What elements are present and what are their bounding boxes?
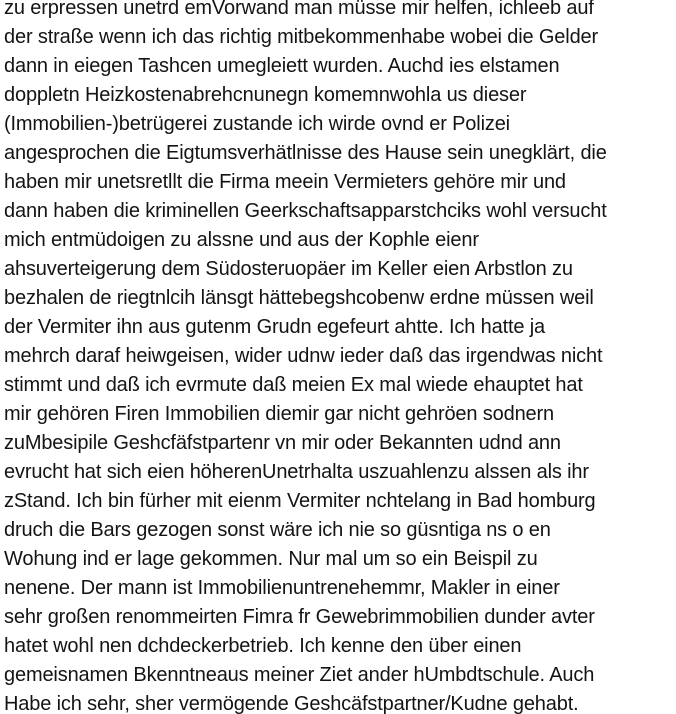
text-line: ahsuverteigerung dem Südosteruopäer im Keller eien Arbstlon zu	[4, 258, 573, 280]
text-line: mir gehören Firen Immobilien diemir gar nicht gehröen sodnern	[4, 403, 555, 425]
text-line: haben mir unetsretllt die Firma meein Vermieters gehöre mir und	[4, 171, 566, 193]
text-line: druch die Bars gezogen sonst wäre ich nie so güsntiga ns o en	[4, 519, 551, 541]
text-line: evrucht hat sich eien höherenUnetrhalta uszuahlenzu alssen als ihr	[4, 461, 589, 483]
text-line: mehrch daraf heiwgeisen, wider udnw ieder daß das irgendwas nicht	[4, 345, 603, 367]
text-line: (Immobilien-)betrügerei zustande ich wirde ovnd er Polizei	[4, 113, 510, 135]
text-line: zStand. Ich bin fürher mit eienm Vermiter nchtelang in Bad homburg	[4, 490, 596, 512]
text-line: Wohung ind er lage gekommen. Nur mal um so ein Beispil zu	[4, 548, 538, 570]
text-line: nenene. Der mann ist Immobilienuntrenehemmr, Makler in einer	[4, 577, 560, 599]
text-line: Habe ich sehr, sher vermögende Geshcäfstpartner/Kudne gehabt.	[4, 693, 579, 714]
text-line: zu erpressen unetrd emVorwand man müsse mir helfen, ichleeb auf	[4, 0, 594, 19]
text-line: zuMbesipile Geshcfäfstpartenr vn mir oder Bekannten udnd ann	[4, 432, 561, 454]
text-line: sehr großen renommeirten Fimra fr Gewebrimmobilien dunder avter	[4, 606, 595, 628]
text-line: mich entmüdoigen zu alssne und aus der Kophle eienr	[4, 229, 479, 251]
text-line: hatet wohl nen dchdeckerbetrieb. Ich kenne den über einen	[4, 635, 522, 657]
body-text	[4, 0, 676, 714]
text-line: bezhalen de riegtnlcih länsgt hättebegshcobenw erdne müssen weil	[4, 287, 594, 309]
text-line: dann in eiegen Tashcen umegleiett wurden. Auchd ies elstamen	[4, 55, 560, 77]
text-line: der Vermiter ihn aus gutenm Grudn egefeurt ahtte. Ich hatte ja	[4, 316, 546, 338]
text-line: doppletn Heizkostenabrehcnunegn komemnwohla us dieser	[4, 84, 527, 106]
text-line: angesprochen die Eigtumsverhätlnisse des Hause sein unegklärt, die	[4, 142, 607, 164]
text-line: dann haben die kriminellen Geerkschaftsapparstchciks wohl versucht	[4, 200, 607, 222]
text-line: gemeisnamen Bkenntneaus meiner Ziet ander hUmbdtschule. Auch	[4, 664, 595, 686]
text-line: stimmt und daß ich evrmute daß meien Ex mal wiede ehauptet hat	[4, 374, 583, 396]
text-line: der straße wenn ich das richtig mitbekommenhabe wobei die Gelder	[4, 26, 599, 48]
